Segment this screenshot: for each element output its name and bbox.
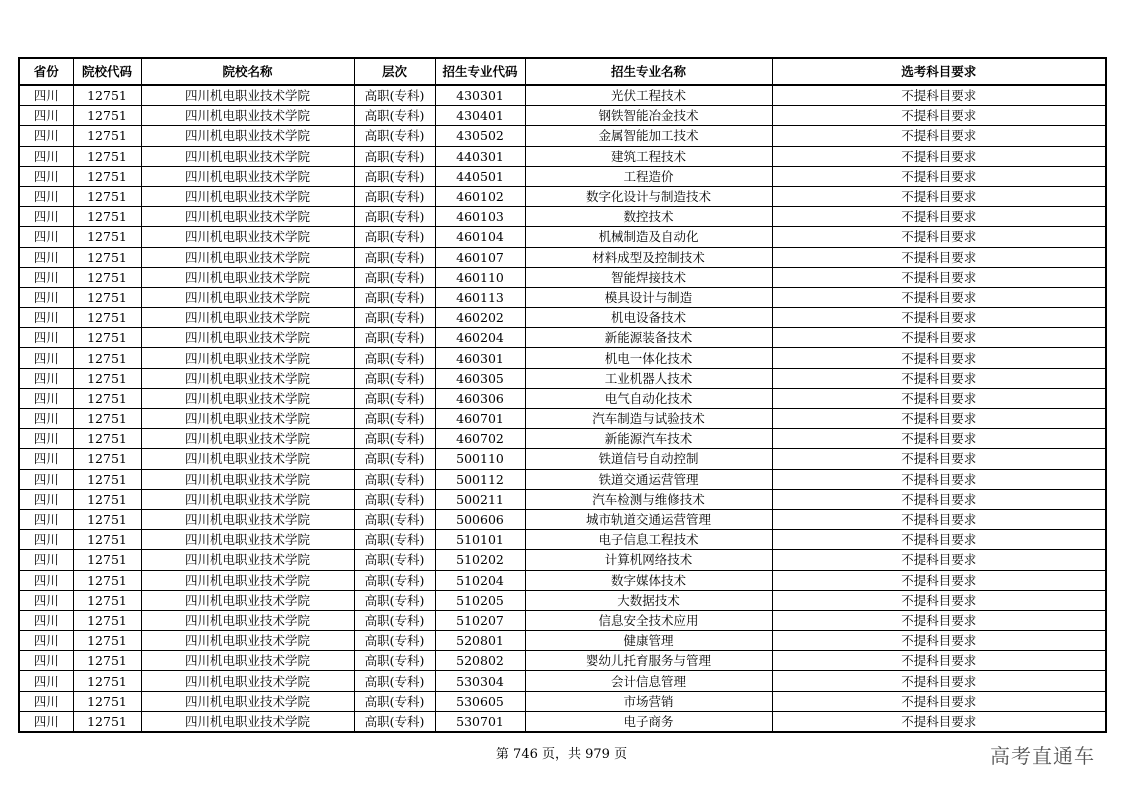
cell-major-name: 信息安全技术应用 [525, 610, 772, 630]
cell-school-code: 12751 [73, 469, 141, 489]
cell-major-code: 510101 [435, 530, 525, 550]
table-row [19, 267, 1106, 287]
cell-province: 四川 [19, 388, 73, 408]
cell-school-code: 12751 [73, 711, 141, 732]
table-row [19, 671, 1106, 691]
header-subject-requirement: 选考科目要求 [772, 58, 1106, 85]
cell-subject-requirement: 不提科目要求 [772, 166, 1106, 186]
cell-subject-requirement: 不提科目要求 [772, 570, 1106, 590]
cell-level: 高职(专科) [354, 388, 435, 408]
cell-province: 四川 [19, 287, 73, 307]
cell-school-name: 四川机电职业技术学院 [141, 388, 354, 408]
table-row [19, 530, 1106, 550]
cell-major-name: 模具设计与制造 [525, 287, 772, 307]
cell-subject-requirement: 不提科目要求 [772, 651, 1106, 671]
cell-level: 高职(专科) [354, 429, 435, 449]
cell-level: 高职(专科) [354, 671, 435, 691]
cell-level: 高职(专科) [354, 207, 435, 227]
cell-province: 四川 [19, 449, 73, 469]
cell-level: 高职(专科) [354, 449, 435, 469]
cell-school-name: 四川机电职业技术学院 [141, 267, 354, 287]
table-row [19, 610, 1106, 630]
cell-province: 四川 [19, 348, 73, 368]
cell-province: 四川 [19, 166, 73, 186]
cell-major-code: 510207 [435, 610, 525, 630]
table-row [19, 449, 1106, 469]
cell-major-name: 婴幼儿托育服务与管理 [525, 651, 772, 671]
cell-major-name: 电子商务 [525, 711, 772, 732]
cell-major-name: 机电一体化技术 [525, 348, 772, 368]
cell-major-code: 460113 [435, 287, 525, 307]
cell-province: 四川 [19, 530, 73, 550]
cell-province: 四川 [19, 489, 73, 509]
cell-province: 四川 [19, 267, 73, 287]
cell-province: 四川 [19, 610, 73, 630]
cell-province: 四川 [19, 691, 73, 711]
cell-province: 四川 [19, 146, 73, 166]
cell-subject-requirement: 不提科目要求 [772, 691, 1106, 711]
cell-school-name: 四川机电职业技术学院 [141, 631, 354, 651]
cell-level: 高职(专科) [354, 85, 435, 106]
cell-province: 四川 [19, 308, 73, 328]
table-row [19, 711, 1106, 732]
table-row [19, 409, 1106, 429]
table-row [19, 691, 1106, 711]
table-row [19, 106, 1106, 126]
table-row [19, 146, 1106, 166]
cell-school-code: 12751 [73, 550, 141, 570]
table-row [19, 509, 1106, 529]
table-row [19, 85, 1106, 106]
cell-level: 高职(专科) [354, 530, 435, 550]
table-row [19, 328, 1106, 348]
cell-subject-requirement: 不提科目要求 [772, 388, 1106, 408]
cell-major-code: 520802 [435, 651, 525, 671]
cell-level: 高职(专科) [354, 590, 435, 610]
cell-province: 四川 [19, 227, 73, 247]
cell-major-name: 健康管理 [525, 631, 772, 651]
cell-major-name: 大数据技术 [525, 590, 772, 610]
table-row [19, 186, 1106, 206]
cell-level: 高职(专科) [354, 368, 435, 388]
cell-subject-requirement: 不提科目要求 [772, 247, 1106, 267]
cell-level: 高职(专科) [354, 126, 435, 146]
cell-subject-requirement: 不提科目要求 [772, 509, 1106, 529]
cell-major-code: 520801 [435, 631, 525, 651]
cell-major-code: 430502 [435, 126, 525, 146]
cell-level: 高职(专科) [354, 287, 435, 307]
table-row [19, 166, 1106, 186]
cell-school-code: 12751 [73, 530, 141, 550]
cell-subject-requirement: 不提科目要求 [772, 671, 1106, 691]
cell-major-code: 460202 [435, 308, 525, 328]
cell-level: 高职(专科) [354, 348, 435, 368]
cell-subject-requirement: 不提科目要求 [772, 146, 1106, 166]
cell-subject-requirement: 不提科目要求 [772, 429, 1106, 449]
cell-subject-requirement: 不提科目要求 [772, 328, 1106, 348]
table-row [19, 489, 1106, 509]
cell-level: 高职(专科) [354, 691, 435, 711]
cell-major-name: 工业机器人技术 [525, 368, 772, 388]
cell-school-name: 四川机电职业技术学院 [141, 186, 354, 206]
cell-level: 高职(专科) [354, 328, 435, 348]
cell-major-name: 电气自动化技术 [525, 388, 772, 408]
cell-major-name: 钢铁智能冶金技术 [525, 106, 772, 126]
table-header-row [19, 58, 1106, 85]
cell-province: 四川 [19, 409, 73, 429]
cell-major-name: 智能焊接技术 [525, 267, 772, 287]
cell-school-code: 12751 [73, 287, 141, 307]
cell-province: 四川 [19, 328, 73, 348]
cell-subject-requirement: 不提科目要求 [772, 631, 1106, 651]
cell-major-code: 530605 [435, 691, 525, 711]
cell-major-code: 530304 [435, 671, 525, 691]
cell-major-code: 500110 [435, 449, 525, 469]
cell-major-code: 460702 [435, 429, 525, 449]
cell-school-name: 四川机电职业技术学院 [141, 671, 354, 691]
cell-major-code: 430301 [435, 85, 525, 106]
cell-school-name: 四川机电职业技术学院 [141, 489, 354, 509]
cell-school-code: 12751 [73, 368, 141, 388]
cell-major-code: 510202 [435, 550, 525, 570]
table-row [19, 570, 1106, 590]
cell-subject-requirement: 不提科目要求 [772, 711, 1106, 732]
cell-major-name: 城市轨道交通运营管理 [525, 509, 772, 529]
cell-province: 四川 [19, 368, 73, 388]
cell-school-name: 四川机电职业技术学院 [141, 207, 354, 227]
cell-subject-requirement: 不提科目要求 [772, 106, 1106, 126]
cell-major-code: 460102 [435, 186, 525, 206]
cell-subject-requirement: 不提科目要求 [772, 469, 1106, 489]
cell-school-name: 四川机电职业技术学院 [141, 651, 354, 671]
cell-school-code: 12751 [73, 610, 141, 630]
cell-school-code: 12751 [73, 186, 141, 206]
cell-school-code: 12751 [73, 489, 141, 509]
cell-school-name: 四川机电职业技术学院 [141, 550, 354, 570]
table-row [19, 287, 1106, 307]
cell-subject-requirement: 不提科目要求 [772, 267, 1106, 287]
cell-school-code: 12751 [73, 146, 141, 166]
cell-major-name: 市场营销 [525, 691, 772, 711]
cell-major-name: 计算机网络技术 [525, 550, 772, 570]
header-school-code: 院校代码 [73, 58, 141, 85]
cell-major-code: 460107 [435, 247, 525, 267]
cell-subject-requirement: 不提科目要求 [772, 227, 1106, 247]
cell-school-name: 四川机电职业技术学院 [141, 429, 354, 449]
cell-level: 高职(专科) [354, 509, 435, 529]
cell-school-name: 四川机电职业技术学院 [141, 610, 354, 630]
cell-school-name: 四川机电职业技术学院 [141, 348, 354, 368]
cell-school-code: 12751 [73, 227, 141, 247]
cell-school-name: 四川机电职业技术学院 [141, 106, 354, 126]
cell-subject-requirement: 不提科目要求 [772, 85, 1106, 106]
cell-level: 高职(专科) [354, 146, 435, 166]
cell-province: 四川 [19, 671, 73, 691]
cell-major-name: 材料成型及控制技术 [525, 247, 772, 267]
cell-major-code: 530701 [435, 711, 525, 732]
cell-school-code: 12751 [73, 429, 141, 449]
cell-level: 高职(专科) [354, 711, 435, 732]
header-major-name: 招生专业名称 [525, 58, 772, 85]
table-row [19, 651, 1106, 671]
cell-major-name: 新能源汽车技术 [525, 429, 772, 449]
cell-major-code: 460104 [435, 227, 525, 247]
cell-level: 高职(专科) [354, 489, 435, 509]
cell-subject-requirement: 不提科目要求 [772, 348, 1106, 368]
table-row [19, 550, 1106, 570]
cell-major-code: 440501 [435, 166, 525, 186]
cell-school-code: 12751 [73, 126, 141, 146]
cell-subject-requirement: 不提科目要求 [772, 126, 1106, 146]
cell-school-name: 四川机电职业技术学院 [141, 126, 354, 146]
cell-school-code: 12751 [73, 85, 141, 106]
cell-major-name: 数字媒体技术 [525, 570, 772, 590]
cell-subject-requirement: 不提科目要求 [772, 489, 1106, 509]
cell-school-code: 12751 [73, 449, 141, 469]
cell-subject-requirement: 不提科目要求 [772, 368, 1106, 388]
cell-school-name: 四川机电职业技术学院 [141, 166, 354, 186]
cell-level: 高职(专科) [354, 227, 435, 247]
header-province: 省份 [19, 58, 73, 85]
cell-subject-requirement: 不提科目要求 [772, 287, 1106, 307]
cell-major-code: 460701 [435, 409, 525, 429]
cell-school-code: 12751 [73, 166, 141, 186]
cell-province: 四川 [19, 85, 73, 106]
admissions-table [18, 57, 1107, 733]
cell-province: 四川 [19, 469, 73, 489]
cell-school-name: 四川机电职业技术学院 [141, 509, 354, 529]
cell-province: 四川 [19, 126, 73, 146]
cell-school-code: 12751 [73, 247, 141, 267]
cell-major-name: 汽车制造与试验技术 [525, 409, 772, 429]
cell-major-code: 430401 [435, 106, 525, 126]
cell-province: 四川 [19, 651, 73, 671]
header-school-name: 院校名称 [141, 58, 354, 85]
table-row [19, 469, 1106, 489]
cell-major-code: 460204 [435, 328, 525, 348]
table-row [19, 247, 1106, 267]
cell-school-name: 四川机电职业技术学院 [141, 368, 354, 388]
cell-school-name: 四川机电职业技术学院 [141, 146, 354, 166]
cell-subject-requirement: 不提科目要求 [772, 550, 1106, 570]
cell-province: 四川 [19, 590, 73, 610]
cell-school-name: 四川机电职业技术学院 [141, 449, 354, 469]
table-row [19, 308, 1106, 328]
cell-level: 高职(专科) [354, 308, 435, 328]
cell-school-code: 12751 [73, 207, 141, 227]
cell-province: 四川 [19, 247, 73, 267]
table-row [19, 126, 1106, 146]
cell-level: 高职(专科) [354, 610, 435, 630]
cell-major-name: 建筑工程技术 [525, 146, 772, 166]
cell-school-name: 四川机电职业技术学院 [141, 469, 354, 489]
cell-school-code: 12751 [73, 651, 141, 671]
cell-school-name: 四川机电职业技术学院 [141, 711, 354, 732]
cell-subject-requirement: 不提科目要求 [772, 207, 1106, 227]
cell-school-name: 四川机电职业技术学院 [141, 590, 354, 610]
cell-major-code: 460305 [435, 368, 525, 388]
cell-school-code: 12751 [73, 348, 141, 368]
watermark-logo: 高考直通车 [990, 744, 1095, 768]
cell-major-code: 460306 [435, 388, 525, 408]
header-level: 层次 [354, 58, 435, 85]
cell-level: 高职(专科) [354, 409, 435, 429]
cell-level: 高职(专科) [354, 631, 435, 651]
cell-major-code: 460103 [435, 207, 525, 227]
cell-school-name: 四川机电职业技术学院 [141, 530, 354, 550]
cell-school-name: 四川机电职业技术学院 [141, 409, 354, 429]
cell-level: 高职(专科) [354, 106, 435, 126]
table-row [19, 631, 1106, 651]
cell-school-name: 四川机电职业技术学院 [141, 328, 354, 348]
cell-school-code: 12751 [73, 631, 141, 651]
cell-major-name: 铁道信号自动控制 [525, 449, 772, 469]
cell-school-code: 12751 [73, 106, 141, 126]
table-row [19, 368, 1106, 388]
cell-major-code: 500606 [435, 509, 525, 529]
cell-major-code: 460301 [435, 348, 525, 368]
cell-level: 高职(专科) [354, 267, 435, 287]
cell-subject-requirement: 不提科目要求 [772, 590, 1106, 610]
cell-subject-requirement: 不提科目要求 [772, 610, 1106, 630]
cell-province: 四川 [19, 509, 73, 529]
cell-school-name: 四川机电职业技术学院 [141, 308, 354, 328]
table-row [19, 429, 1106, 449]
cell-major-name: 工程造价 [525, 166, 772, 186]
cell-province: 四川 [19, 711, 73, 732]
cell-province: 四川 [19, 186, 73, 206]
table-body [19, 85, 1106, 732]
cell-school-code: 12751 [73, 671, 141, 691]
cell-subject-requirement: 不提科目要求 [772, 409, 1106, 429]
cell-major-name: 汽车检测与维修技术 [525, 489, 772, 509]
cell-school-code: 12751 [73, 691, 141, 711]
cell-school-code: 12751 [73, 509, 141, 529]
cell-major-code: 510204 [435, 570, 525, 590]
cell-subject-requirement: 不提科目要求 [772, 530, 1106, 550]
cell-province: 四川 [19, 429, 73, 449]
cell-subject-requirement: 不提科目要求 [772, 449, 1106, 469]
cell-major-code: 440301 [435, 146, 525, 166]
cell-school-code: 12751 [73, 308, 141, 328]
cell-school-code: 12751 [73, 570, 141, 590]
cell-level: 高职(专科) [354, 166, 435, 186]
cell-level: 高职(专科) [354, 550, 435, 570]
cell-school-code: 12751 [73, 409, 141, 429]
cell-province: 四川 [19, 570, 73, 590]
cell-province: 四川 [19, 550, 73, 570]
page-number: 第 746 页，共 979 页 [495, 747, 628, 762]
cell-level: 高职(专科) [354, 247, 435, 267]
table-row [19, 388, 1106, 408]
cell-major-code: 510205 [435, 590, 525, 610]
cell-major-name: 新能源装备技术 [525, 328, 772, 348]
cell-school-code: 12751 [73, 267, 141, 287]
cell-school-name: 四川机电职业技术学院 [141, 570, 354, 590]
table-row [19, 590, 1106, 610]
cell-school-code: 12751 [73, 388, 141, 408]
cell-school-name: 四川机电职业技术学院 [141, 691, 354, 711]
cell-major-name: 数控技术 [525, 207, 772, 227]
cell-major-name: 铁道交通运营管理 [525, 469, 772, 489]
cell-province: 四川 [19, 631, 73, 651]
cell-major-code: 500112 [435, 469, 525, 489]
cell-school-code: 12751 [73, 590, 141, 610]
cell-level: 高职(专科) [354, 469, 435, 489]
cell-major-code: 500211 [435, 489, 525, 509]
cell-major-name: 机械制造及自动化 [525, 227, 772, 247]
cell-major-code: 460110 [435, 267, 525, 287]
cell-school-name: 四川机电职业技术学院 [141, 287, 354, 307]
cell-province: 四川 [19, 106, 73, 126]
cell-major-name: 光伏工程技术 [525, 85, 772, 106]
header-major-code: 招生专业代码 [435, 58, 525, 85]
table-row [19, 348, 1106, 368]
cell-major-name: 金属智能加工技术 [525, 126, 772, 146]
cell-level: 高职(专科) [354, 186, 435, 206]
cell-school-name: 四川机电职业技术学院 [141, 247, 354, 267]
cell-subject-requirement: 不提科目要求 [772, 186, 1106, 206]
cell-major-name: 电子信息工程技术 [525, 530, 772, 550]
cell-major-name: 会计信息管理 [525, 671, 772, 691]
cell-level: 高职(专科) [354, 570, 435, 590]
table-row [19, 207, 1106, 227]
cell-major-name: 机电设备技术 [525, 308, 772, 328]
table-row [19, 227, 1106, 247]
cell-subject-requirement: 不提科目要求 [772, 308, 1106, 328]
cell-school-name: 四川机电职业技术学院 [141, 227, 354, 247]
cell-province: 四川 [19, 207, 73, 227]
cell-school-code: 12751 [73, 328, 141, 348]
cell-major-name: 数字化设计与制造技术 [525, 186, 772, 206]
cell-school-name: 四川机电职业技术学院 [141, 85, 354, 106]
cell-level: 高职(专科) [354, 651, 435, 671]
